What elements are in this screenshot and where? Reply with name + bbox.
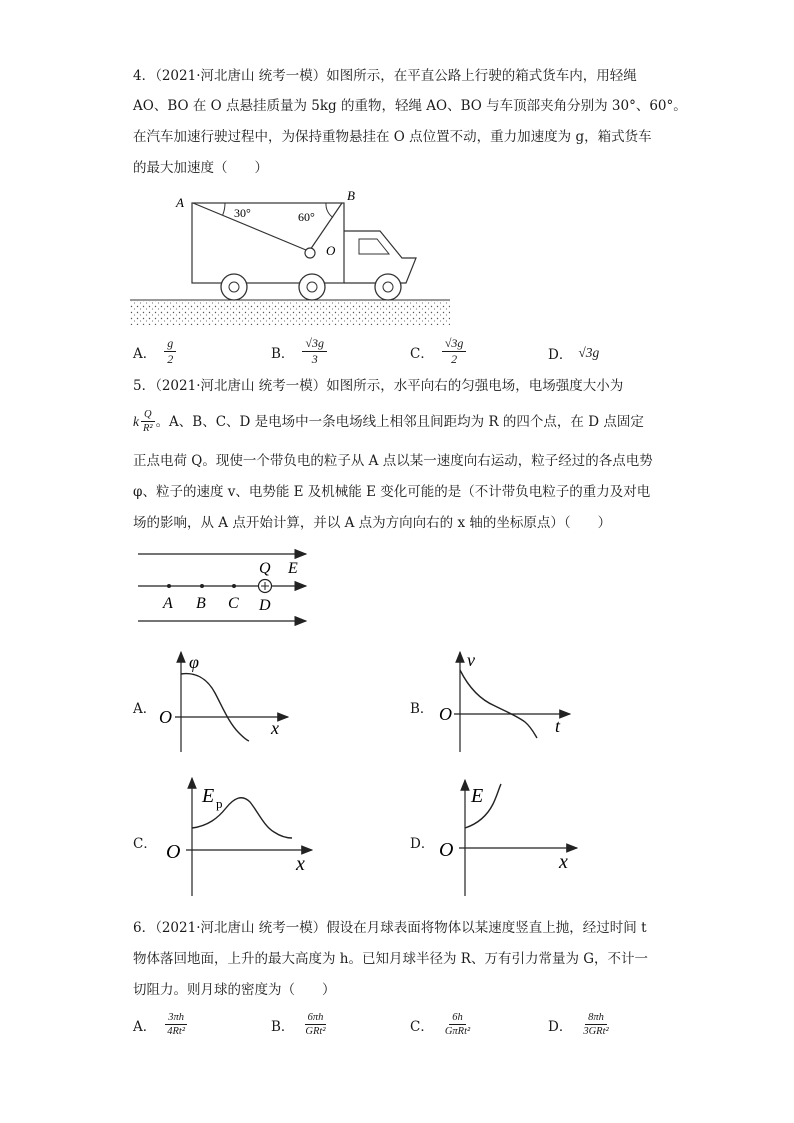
x-axis-label: x	[271, 718, 279, 738]
q5-text-line-2	[133, 408, 644, 435]
point-c	[232, 584, 236, 588]
option-label: A．	[133, 1018, 157, 1035]
point-a	[167, 584, 171, 588]
option-fraction	[164, 336, 176, 367]
fraction-den: 4Rt²	[167, 1026, 185, 1037]
option-fraction	[302, 336, 327, 367]
q5-text-line-1: 5．（2021·河北唐山 统考一模）如图所示，水平向右的匀强电场，电场强度大小为	[133, 378, 624, 394]
q4-text-line-1: 4．（2021·河北唐山 统考一模）如图所示，在平直公路上行驶的箱式货车内，用轻绳	[133, 68, 637, 84]
fraction-den: 2	[451, 352, 458, 366]
road-gravel	[130, 301, 450, 325]
fraction-num: 6πh	[305, 1011, 327, 1025]
field-figure	[130, 542, 320, 632]
q6-text-line-3: 切阻力。则月球的密度为（ ）	[133, 982, 336, 998]
y-axis-label: E	[202, 785, 215, 807]
q6-option-b[interactable]	[271, 1011, 328, 1038]
fraction-den: 2	[167, 352, 174, 366]
wheels	[221, 274, 401, 300]
q4-text-line-2: AO、BO 在 O 点悬挂质量为 5kg 的重物，轻绳 AO、BO 与车顶部夹角分别为 30°、60°。	[133, 98, 687, 114]
option-fraction	[442, 336, 467, 367]
q5-text-line-4: φ、粒子的速度 v、电势能 E 及机械能 E 变化可能的是（不计带负电粒子的重力及对电	[133, 484, 651, 500]
origin-label: O	[166, 841, 181, 863]
option-label: B．	[271, 1018, 295, 1035]
option-label: C．	[410, 345, 434, 362]
angle-arc-30	[223, 203, 225, 215]
option-label: D．	[548, 1018, 573, 1035]
option-expr: √3g	[578, 345, 600, 360]
graph-a-label[interactable]: A．	[133, 701, 157, 717]
label-angle-60: 60°	[298, 210, 315, 224]
v-curve	[460, 670, 537, 738]
y-axis-label: E	[471, 785, 484, 807]
option-label: B．	[271, 345, 295, 362]
option-fraction	[442, 1011, 473, 1038]
fraction-num: 6h	[449, 1011, 466, 1025]
q5-line-2-text: 。A、B、C、D 是电场中一条电场线上相邻且间距均为 R 的四个点，在 D 点固定	[155, 413, 644, 430]
q4-option-a[interactable]	[133, 336, 176, 367]
fraction-num: g	[164, 336, 176, 352]
q6-text-line-1: 6．（2021·河北唐山 统考一模）假设在月球表面将物体以某速度竖直上抛，经过时间 t	[133, 920, 647, 936]
option-fraction	[302, 1011, 328, 1038]
q5-text-line-3: 正点电荷 Q。现使一个带负电的粒子从 A 点以某一速度向右运动，粒子经过的各点电势	[133, 453, 653, 469]
q4-text-line-3: 在汽车加速行驶过程中，为保持重物悬挂在 O 点位置不动，重力加速度为 g，箱式货车	[133, 129, 652, 145]
fraction-num: Q	[141, 408, 155, 422]
fraction-num: √3g	[442, 336, 467, 352]
q6-option-c[interactable]	[410, 1011, 473, 1038]
graph-c	[162, 776, 322, 898]
y-axis-subscript: p	[216, 796, 223, 811]
y-axis-label: v	[467, 650, 475, 670]
truck-figure	[130, 185, 460, 330]
label-charge-q: Q	[259, 560, 271, 577]
cab-window	[359, 239, 389, 254]
graph-c-label[interactable]: C．	[133, 836, 157, 852]
q6-option-a[interactable]	[133, 1011, 188, 1038]
label-point-a: A	[163, 595, 173, 612]
q6-option-d[interactable]	[548, 1011, 612, 1038]
option-fraction	[580, 1011, 611, 1038]
constant-k: k	[133, 413, 139, 429]
label-angle-30: 30°	[234, 206, 251, 220]
option-label: C．	[410, 1018, 434, 1035]
q5-text-line-5: 场的影响，从 A 点开始计算，并以 A 点为方向向右的 x 轴的坐标原点）（ ）	[133, 515, 612, 531]
field-fraction	[140, 408, 156, 435]
truck-cab	[344, 231, 416, 283]
option-label: A．	[133, 345, 157, 362]
fraction-den: 3GRt²	[583, 1026, 609, 1037]
option-label: D．	[548, 347, 573, 363]
phi-curve	[181, 674, 249, 741]
fraction-den: GπRt²	[444, 1026, 471, 1037]
fraction-num: 8πh	[585, 1011, 607, 1025]
x-axis-label: x	[559, 851, 568, 873]
angle-arc-60	[326, 203, 333, 218]
fraction-num: √3g	[302, 336, 327, 352]
label-o: O	[326, 243, 336, 258]
label-a: A	[176, 195, 184, 210]
label-point-d: D	[259, 597, 271, 614]
x-axis-label: t	[555, 716, 561, 736]
graph-a	[155, 648, 295, 758]
graph-b-label[interactable]: B．	[410, 701, 434, 717]
option-fraction	[164, 1011, 188, 1038]
graph-d-label[interactable]: D．	[410, 836, 435, 852]
label-point-c: C	[228, 595, 239, 612]
cargo-box	[192, 203, 344, 283]
graph-d	[435, 776, 585, 898]
q4-text-line-4: 的最大加速度（ ）	[133, 160, 268, 176]
origin-label: O	[159, 707, 172, 727]
fraction-den: GRt²	[305, 1026, 326, 1037]
q6-text-line-2: 物体落回地面，上升的最大高度为 h。已知月球半径为 R、万有引力常量为 G，不计一	[133, 951, 649, 967]
origin-label: O	[439, 839, 454, 861]
fraction-den: R²	[143, 423, 153, 434]
origin-label: O	[439, 704, 452, 724]
q4-option-b[interactable]	[271, 336, 327, 367]
label-b: B	[347, 188, 355, 203]
fraction-num: 3πh	[165, 1011, 187, 1025]
x-axis-label: x	[296, 853, 305, 875]
graph-b	[435, 648, 575, 758]
q4-option-d[interactable]	[548, 343, 599, 363]
hanging-weight	[305, 248, 315, 258]
point-b	[200, 584, 204, 588]
label-point-b: B	[196, 595, 206, 612]
y-axis-label: φ	[189, 652, 199, 672]
q4-option-c[interactable]	[410, 336, 466, 367]
label-field-e: E	[288, 560, 298, 577]
fraction-den: 3	[311, 352, 318, 366]
